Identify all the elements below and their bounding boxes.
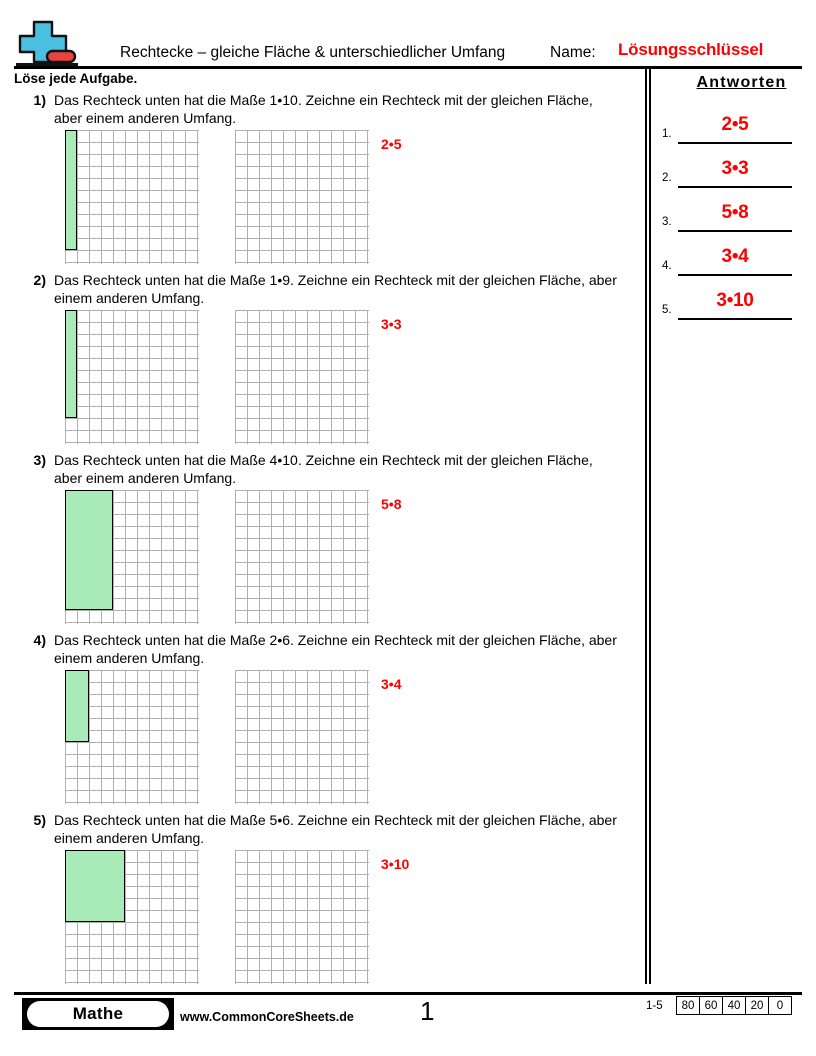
answer-row-line	[678, 318, 792, 320]
given-shape-grid	[65, 850, 199, 984]
score-cell: 80	[677, 997, 700, 1014]
instruction-text: Löse jede Aufgabe.	[14, 71, 138, 86]
answer-key-badge: Lösungsschlüssel	[618, 40, 764, 59]
given-shape-grid	[65, 310, 199, 444]
answer-row	[660, 246, 805, 282]
given-rectangle	[65, 310, 77, 418]
footer-divider	[14, 992, 802, 995]
score-cell: 60	[700, 997, 723, 1014]
answer-drawing-grid[interactable]	[235, 850, 369, 984]
problem-number: 5)	[33, 812, 46, 828]
given-shape-grid	[65, 670, 199, 804]
subject-badge	[22, 998, 174, 1030]
answer-row-line	[678, 186, 792, 188]
answer-row	[660, 290, 805, 326]
plus-minus-logo-icon	[14, 18, 80, 68]
problem-text: Das Rechteck unten hat die Maße 2•6. Zeichne ein Rechteck mit der gleichen Fläche, aber einem anderen Umfang.	[54, 632, 617, 666]
answer-row	[660, 202, 805, 238]
answer-row-number: 4.	[662, 260, 672, 272]
answer-drawing-grid[interactable]	[235, 670, 369, 804]
page-header	[14, 18, 802, 68]
problem-answer-red: 3•10	[381, 856, 410, 872]
answer-drawing-grid[interactable]	[235, 130, 369, 264]
column-divider-left	[645, 69, 647, 984]
subject-badge-label: Mathe	[27, 1001, 169, 1027]
name-label: Name:	[550, 44, 596, 61]
answer-row-line	[678, 230, 792, 232]
answer-row-value: 3•10	[716, 290, 754, 311]
answer-row-number: 5.	[662, 304, 672, 316]
score-cell: 20	[746, 997, 769, 1014]
answer-row-value: 5•8	[721, 202, 749, 223]
given-shape-grid	[65, 490, 199, 624]
problem-answer-red: 3•3	[381, 316, 402, 332]
given-shape-grid	[65, 130, 199, 264]
answers-title: Antworten	[696, 74, 787, 91]
answer-row-value: 2•5	[721, 114, 749, 135]
header-divider	[14, 66, 802, 69]
answer-row-line	[678, 274, 792, 276]
given-rectangle	[65, 850, 125, 922]
answer-row-number: 1.	[662, 128, 672, 140]
answer-row-number: 2.	[662, 172, 672, 184]
answer-row-number: 3.	[662, 216, 672, 228]
problem-number: 2)	[33, 272, 46, 288]
page-title: Rechtecke – gleiche Fläche & unterschiedlicher Umfang	[120, 44, 506, 61]
given-rectangle	[65, 670, 89, 742]
score-range-label: 1-5	[646, 1000, 663, 1012]
given-rectangle	[65, 490, 113, 610]
score-cell: 40	[723, 997, 746, 1014]
website-url: www.CommonCoreSheets.de	[180, 1010, 354, 1024]
column-divider-right	[649, 69, 651, 984]
problem-answer-red: 5•8	[381, 496, 402, 512]
score-cell: 0	[776, 999, 784, 1012]
answer-drawing-grid[interactable]	[235, 490, 369, 624]
answer-drawing-grid[interactable]	[235, 310, 369, 444]
problem-answer-red: 2•5	[381, 136, 402, 152]
score-table	[676, 996, 792, 1015]
problem-number: 1)	[33, 92, 46, 108]
answer-row-line	[678, 142, 792, 144]
given-rectangle	[65, 130, 77, 250]
answer-row-value: 3•3	[721, 158, 749, 179]
problem-text: Das Rechteck unten hat die Maße 1•10. Zeichne ein Rechteck mit der gleichen Fläche, aber einem anderen Umfang.	[54, 92, 593, 126]
answer-row	[660, 158, 805, 194]
page-number: 1	[420, 996, 435, 1026]
answer-row-value: 3•4	[721, 246, 749, 267]
problem-number: 4)	[33, 632, 46, 648]
problem-text: Das Rechteck unten hat die Maße 4•10. Zeichne ein Rechteck mit der gleichen Fläche, aber einem anderen Umfang.	[54, 452, 593, 486]
problem-text: Das Rechteck unten hat die Maße 1•9. Zeichne ein Rechteck mit der gleichen Fläche, aber einem anderen Umfang.	[54, 272, 617, 306]
problem-text: Das Rechteck unten hat die Maße 5•6. Zeichne ein Rechteck mit der gleichen Fläche, aber einem anderen Umfang.	[54, 812, 617, 846]
answer-row	[660, 114, 805, 150]
problem-number: 3)	[33, 452, 46, 468]
problem-answer-red: 3•4	[381, 676, 402, 692]
